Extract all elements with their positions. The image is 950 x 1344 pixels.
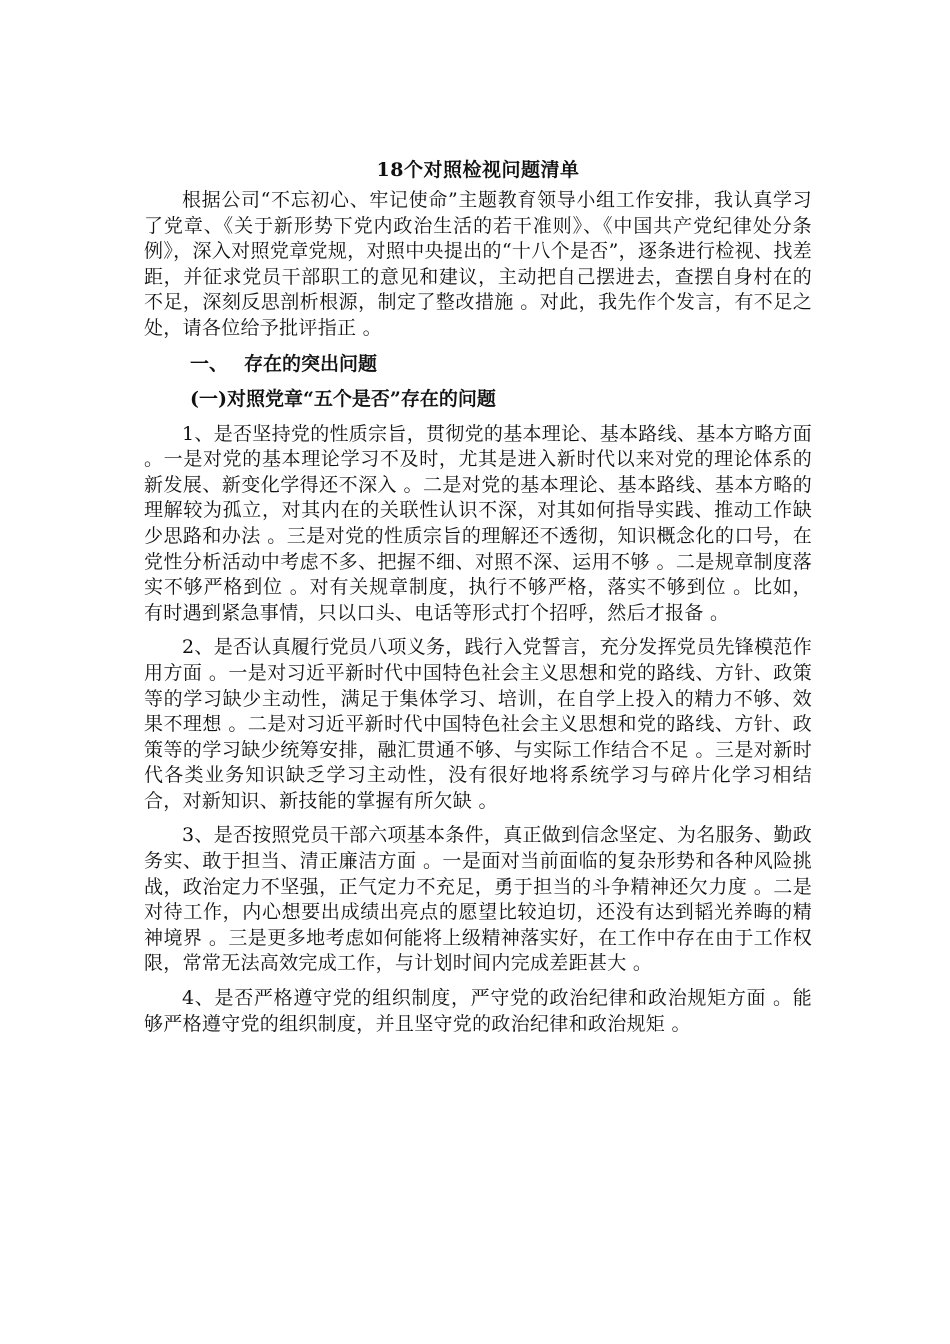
item-paragraph-1: 1、是否坚持党的性质宗旨，贯彻党的基本理论、基本路线、基本方略方面 。一是对党的基本理论学习不及时，尤其是进入新时代以来对党的理论体系的新发展、新变化学得还不深入 。二是对党的基本理论、基本路线、基本方略的理解较为孤立，对其内在的关联性认识不深，对其如何指导实践、推动工作缺少思路和办法 。三是对党的性质宗旨的理解还不透彻，知识概念化的口号，在党性分析活动中考虑不多、把握不细、对照不深、运用不够 。二是规章制度落实不够严格到位 。对有关规章制度，执行不够严格，落实不够到位 。比如，有时遇到紧急事情，只以口头、电话等形式打个招呼，然后才报备 。 xyxy=(144,422,812,624)
document-page xyxy=(144,156,812,1037)
document-title: 18个对照检视问题清单 xyxy=(376,159,580,181)
intro-paragraph: 根据公司“不忘初心、牢记使命”主题教育领导小组工作安排，我认真学习了党章、《关于新形势下党内政治生活的若干准则》、《中国共产党纪律处分条例》，深入对照党章党规，对照中央提出的“十八个是否”，逐条进行检视、找差距，并征求党员干部职工的意见和建议，主动把自己摆进去，查摆自身村在的不足，深刻反思剖析根源，制定了整改措施 。对此，我先作个发言，有不足之处，请各位给予批评指正 。 xyxy=(144,189,812,339)
section-title: 存在的突出问题 xyxy=(244,352,378,375)
section-number: 一、 xyxy=(190,352,229,375)
item-paragraph-3: 3、是否按照党员干部六项基本条件，真正做到信念坚定、为名服务、勤政务实、敢于担当、清正廉洁方面 。一是面对当前面临的复杂形势和各种风险挑战，政治定力不坚强，正气定力不充足，勇于担当的斗争精神还欠力度 。二是对待工作，内心想要出成绩出亮点的愿望比较迫切，还没有达到韬光养晦的精神境界 。三是更多地考虑如何能将上级精神落实好，在工作中存在由于工作权限，常常无法高效完成工作，与计划时间内完成差距甚大 。 xyxy=(144,824,812,975)
subsection-heading: (一)对照党章“五个是否”存在的问题 xyxy=(190,387,496,410)
item-paragraph-2: 2、是否认真履行党员八项义务，践行入党誓言，充分发挥党员先锋模范作用方面 。一是对习近平新时代中国特色社会主义思想和党的路线、方针、政策等的学习缺少主动性，满足于集体学习、培训，在自学上投入的精力不够、效果不理想 。二是对习近平新时代中国特色社会主义思想和党的路线、方针、政策等的学习缺少统筹安排，融汇贯通不够、与实际工作结合不足 。三是对新时代各类业务知识缺乏学习主动性，没有很好地将系统学习与碎片化学习相结合，对新知识、新技能的掌握有所欠缺 。 xyxy=(144,636,812,812)
section-heading xyxy=(144,352,812,377)
item-paragraph-4: 4、是否严格遵守党的组织制度，严守党的政治纪律和政治规矩方面 。能够严格遵守党的组织制度，并且坚守党的政治纪律和政治规矩 。 xyxy=(144,987,812,1035)
